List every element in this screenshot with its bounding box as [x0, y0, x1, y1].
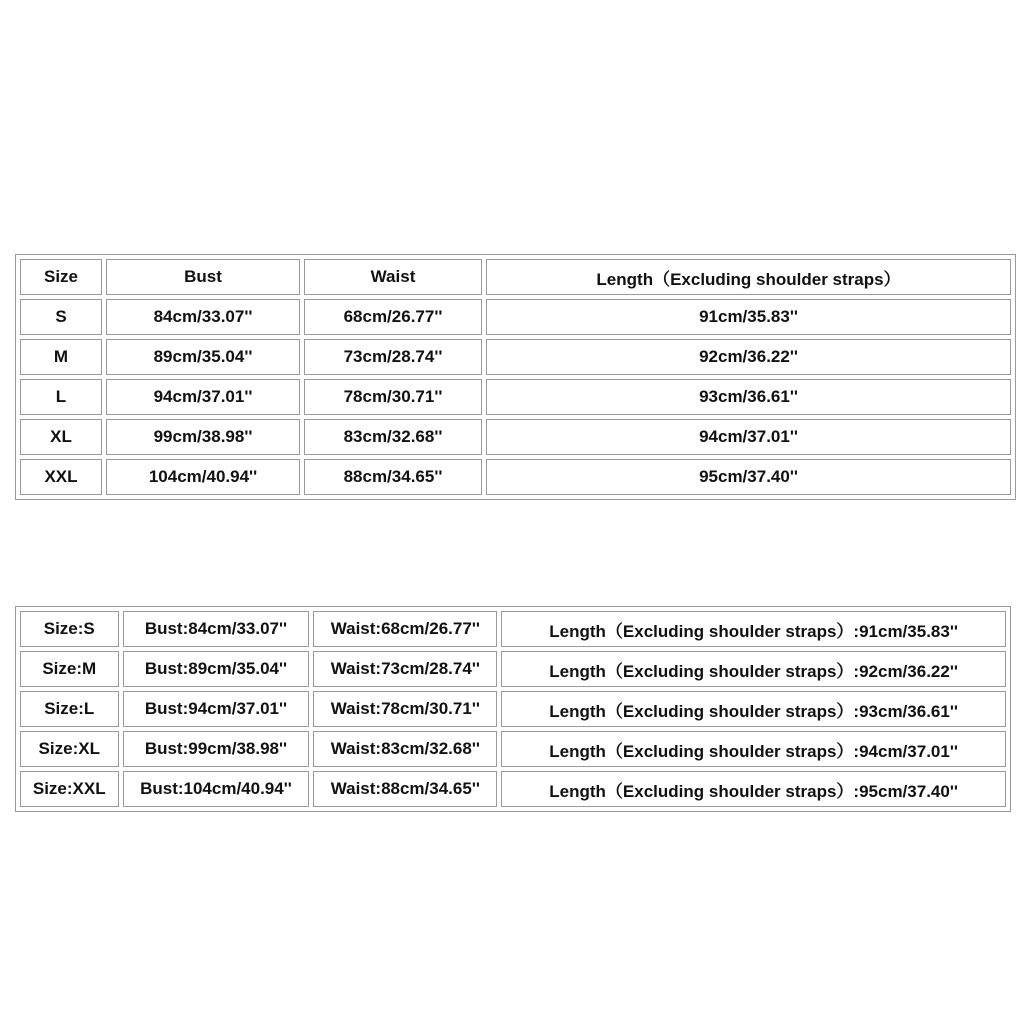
size-cell: XXL	[20, 459, 102, 495]
waist-cell: Waist:68cm/26.77''	[313, 611, 497, 647]
bust-cell: Bust:104cm/40.94''	[123, 771, 310, 807]
bust-cell: 89cm/35.04''	[106, 339, 300, 375]
table-header-row	[20, 259, 1011, 295]
bust-cell: Bust:89cm/35.04''	[123, 651, 310, 687]
bust-cell: Bust:99cm/38.98''	[123, 731, 310, 767]
waist-cell: Waist:83cm/32.68''	[313, 731, 497, 767]
size-cell: Size:XXL	[20, 771, 119, 807]
length-cell: Length（Excluding shoulder straps）:91cm/35.83''	[501, 611, 1006, 647]
length-cell: 94cm/37.01''	[486, 419, 1011, 455]
header-bust: Bust	[106, 259, 300, 295]
length-cell: Length（Excluding shoulder straps）:95cm/37.40''	[501, 771, 1006, 807]
table-row	[20, 771, 1006, 807]
table-row	[20, 611, 1006, 647]
waist-cell: 78cm/30.71''	[304, 379, 482, 415]
length-cell: Length（Excluding shoulder straps）:93cm/36.61''	[501, 691, 1006, 727]
length-cell: 95cm/37.40''	[486, 459, 1011, 495]
table-row	[20, 419, 1011, 455]
size-cell: Size:S	[20, 611, 119, 647]
size-cell: XL	[20, 419, 102, 455]
length-cell: Length（Excluding shoulder straps）:94cm/37.01''	[501, 731, 1006, 767]
waist-cell: Waist:88cm/34.65''	[313, 771, 497, 807]
size-list-table	[15, 606, 1011, 812]
header-waist: Waist	[304, 259, 482, 295]
size-chart-table	[15, 254, 1016, 500]
size-cell: Size:M	[20, 651, 119, 687]
table-row	[20, 339, 1011, 375]
size-cell: S	[20, 299, 102, 335]
waist-cell: 68cm/26.77''	[304, 299, 482, 335]
waist-cell: 83cm/32.68''	[304, 419, 482, 455]
length-cell: 92cm/36.22''	[486, 339, 1011, 375]
table-row	[20, 691, 1006, 727]
table-row	[20, 379, 1011, 415]
length-cell: 91cm/35.83''	[486, 299, 1011, 335]
bust-cell: 94cm/37.01''	[106, 379, 300, 415]
length-cell: 93cm/36.61''	[486, 379, 1011, 415]
bust-cell: 99cm/38.98''	[106, 419, 300, 455]
waist-cell: 88cm/34.65''	[304, 459, 482, 495]
header-size: Size	[20, 259, 102, 295]
table-row	[20, 299, 1011, 335]
waist-cell: 73cm/28.74''	[304, 339, 482, 375]
bust-cell: Bust:84cm/33.07''	[123, 611, 310, 647]
bust-cell: Bust:94cm/37.01''	[123, 691, 310, 727]
length-cell: Length（Excluding shoulder straps）:92cm/36.22''	[501, 651, 1006, 687]
waist-cell: Waist:78cm/30.71''	[313, 691, 497, 727]
table-row	[20, 651, 1006, 687]
size-cell: Size:XL	[20, 731, 119, 767]
size-cell: M	[20, 339, 102, 375]
table-row	[20, 459, 1011, 495]
size-cell: Size:L	[20, 691, 119, 727]
table-row	[20, 731, 1006, 767]
size-cell: L	[20, 379, 102, 415]
header-length: Length（Excluding shoulder straps）	[486, 259, 1011, 295]
bust-cell: 104cm/40.94''	[106, 459, 300, 495]
waist-cell: Waist:73cm/28.74''	[313, 651, 497, 687]
bust-cell: 84cm/33.07''	[106, 299, 300, 335]
